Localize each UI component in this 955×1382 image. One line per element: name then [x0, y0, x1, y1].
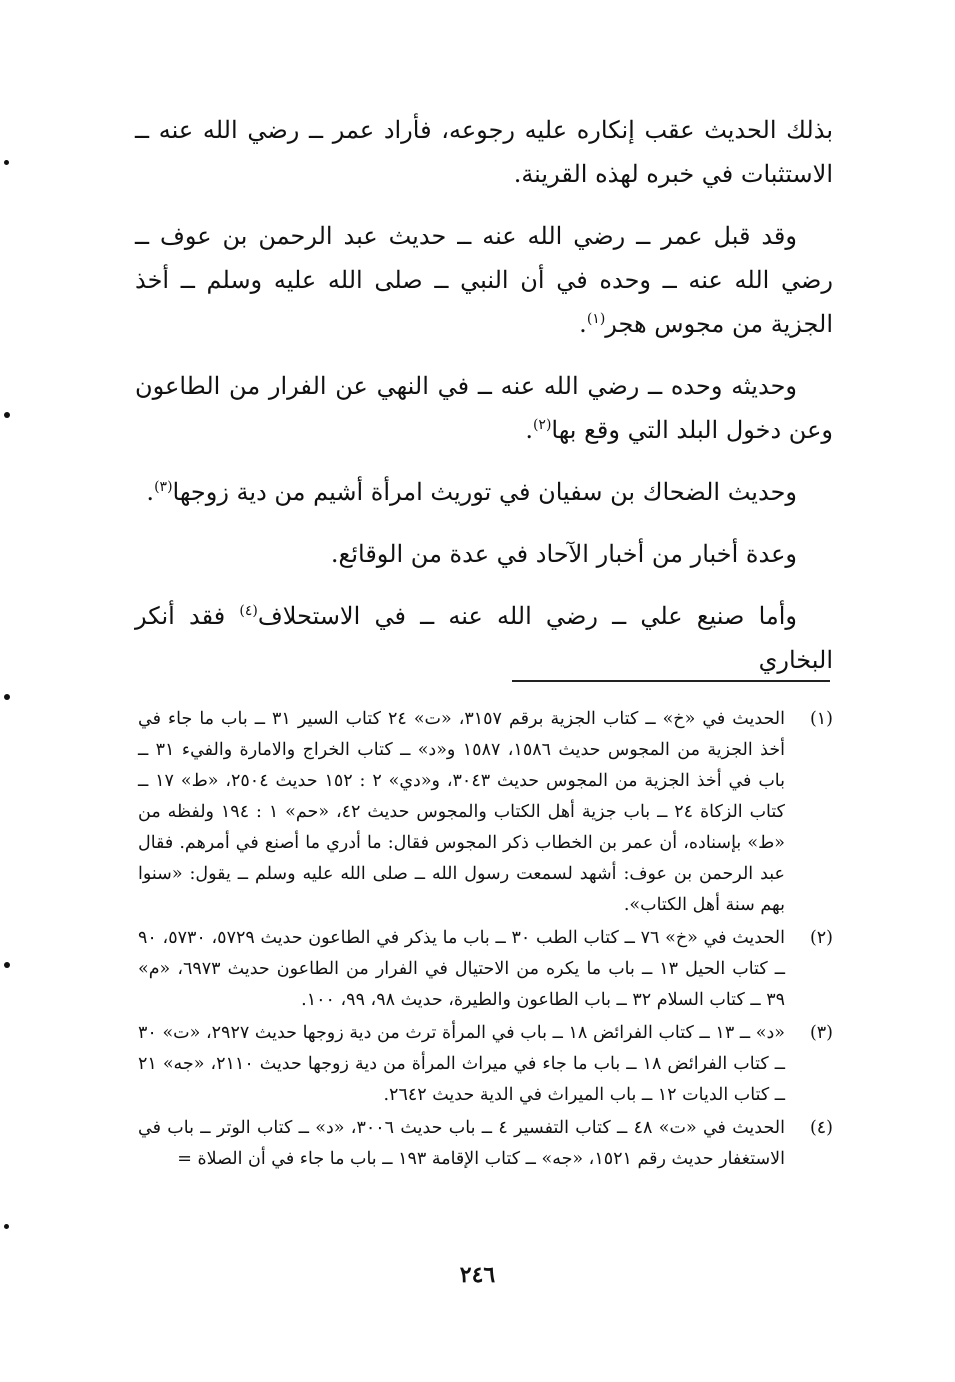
footnote [138, 704, 833, 921]
paragraph-text: وحديثه وحده ــ رضي الله عنه ــ في النهي عن الفرار من الطاعون وعن دخول البلد التي وقع بها [135, 372, 833, 444]
paragraph-text: وحديث الضحاك بن سفيان في توريث امرأة أشيم من دية زوجها [172, 478, 797, 506]
footnote-ref: (٤) [239, 603, 258, 619]
margin-mark [4, 962, 10, 968]
footnote-number: (١) [809, 709, 833, 729]
footnote [138, 923, 833, 1016]
paragraph [135, 532, 833, 576]
footnote-ref: (١) [586, 311, 606, 327]
paragraph [135, 108, 833, 196]
paragraph-text: بذلك الحديث عقب إنكاره عليه رجوعه، فأراد عمر ــ رضي الله عنه ــ الاستثبات في خبره لهذه القرينة. [135, 116, 833, 188]
paragraph-tail: . [579, 310, 587, 338]
paragraph-text: وأما صنيع علي ــ رضي الله عنه ــ في الاستحلاف [257, 602, 798, 630]
paragraph-tail: فقد أنكر البخاري [135, 602, 833, 674]
paragraph [135, 214, 833, 346]
margin-mark [4, 160, 9, 165]
footnote-ref: (٢) [532, 417, 552, 433]
paragraph-tail: . [525, 416, 533, 444]
footnote-text: الحديث في «خ» ــ كتاب الجزية برقم ٣١٥٧، «ت» ٢٤ كتاب السير ٣١ ــ باب ما جاء في أخذ الجزية من المجوس حديث ١٥٨٦، ١٥٨٧ و«د» ــ كتاب الخراج والامارة والفيء ٣١ ــ باب في أخذ الجزية من المجوس حديث ٣٠٤٣، و«دي» ٢ : ١٥٢ حديث ٢٥٠٤، «ط» ١٧ ــ كتاب الزكاة ٢٤ ــ باب جزية أهل الكتاب والمجوس حديث ٤٢، «حم» ١ : ١٩٤ ولفظه من «ط» بإسناده، أن عمر بن الخطاب ذكر المجوس فقال: ما أدري ما أصنع في أمرهم. فقال عبد الرحمن بن عوف: أشهد لسمعت رسول الله ــ صلى الله عليه وسلم ــ يقول: «سنوا بهم سنة أهل الكتاب». [138, 709, 786, 915]
paragraph [135, 594, 833, 682]
margin-mark [4, 1224, 9, 1229]
footnote [138, 1113, 833, 1175]
main-text [135, 108, 833, 700]
paragraph-text: وعدة أخبار من أخبار الآحاد في عدة من الوقائع. [330, 540, 797, 568]
footnote-number: (٣) [809, 1023, 833, 1043]
footnote-ref: (٣) [154, 479, 173, 495]
footnote-text: الحديث في «خ» ٧٦ ــ كتاب الطب ٣٠ ــ باب ما يذكر في الطاعون حديث ٥٧٢٩، ٥٧٣٠، ٩٠ ــ كتاب الحيل ١٣ ــ باب ما يكره من الاحتيال في الفرار من الطاعون حديث ٦٩٧٣، «م» ٣٩ ــ كتاب السلام ٣٢ ــ باب الطاعون والطيرة، حديث ٩٨، ٩٩، ١٠٠. [138, 928, 785, 1010]
paragraph [135, 470, 833, 514]
footnote-number: (٤) [809, 1118, 833, 1138]
page-number: ٢٤٦ [459, 1262, 496, 1288]
footnotes [138, 704, 833, 1177]
footnote-text: «د» ــ ١٣ ــ كتاب الفرائض ١٨ ــ باب في المرأة ترث من دية زوجها حديث ٢٩٢٧، «ت» ٣٠ ــ كتاب الفرائض ١٨ ــ باب ما جاء في ميراث المرأة من دية زوجها حديث ٢١١٠، «جه» ٢١ ــ كتاب الديات ١٢ ــ باب الميراث في الدية حديث ٢٦٤٢. [138, 1023, 785, 1105]
margin-mark [4, 694, 10, 700]
paragraph-tail: . [146, 478, 155, 506]
footnote-text: الحديث في «ت» ٤٨ ــ كتاب التفسير ٤ ــ باب حديث ٣٠٠٦، «د» ــ كتاب الوتر ــ باب في الاستغفار حديث رقم ١٥٢١، «جه» ــ كتاب الإقامة ١٩٣ ــ باب ما جاء في أن الصلاة = [138, 1118, 785, 1169]
footnote [138, 1018, 833, 1111]
footnote-separator [512, 680, 830, 682]
footnote-number: (٢) [809, 928, 833, 948]
margin-mark [4, 412, 10, 418]
paragraph-text: وقد قبل عمر ــ رضي الله عنه ــ حديث عبد الرحمن بن عوف ــ رضي الله عنه ــ وحده في أن النبي ــ صلى الله عليه وسلم ــ أخذ الجزية من مجوس هجر [135, 222, 833, 338]
paragraph [135, 364, 833, 452]
